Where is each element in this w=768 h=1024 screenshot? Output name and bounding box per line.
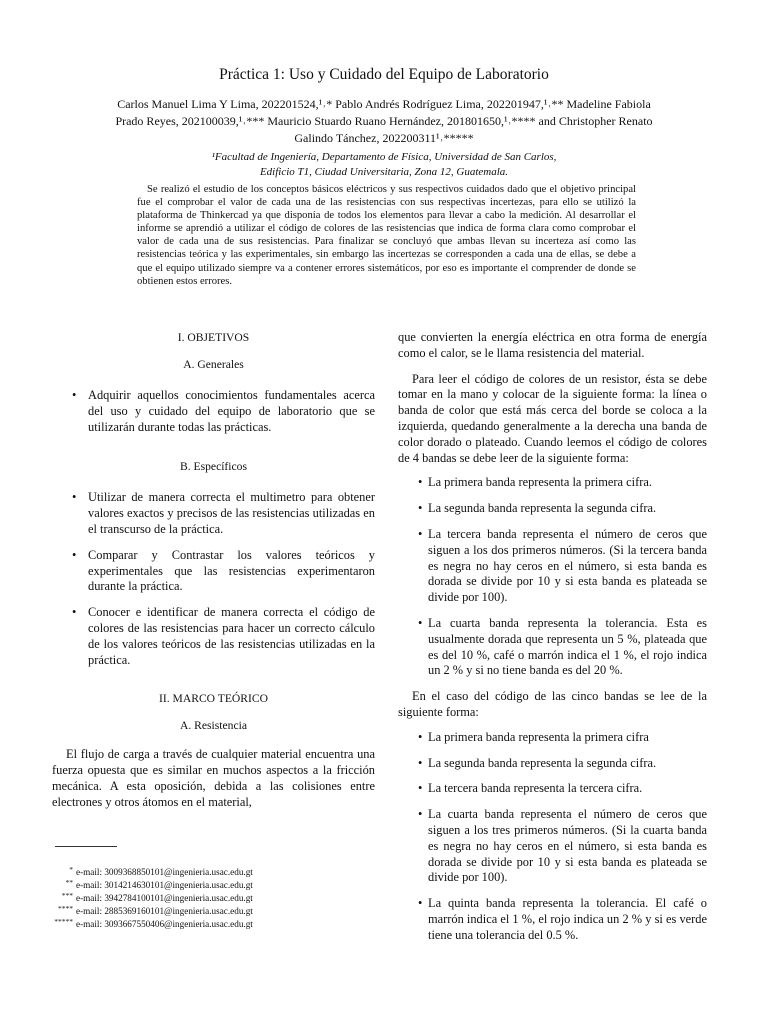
bullet-icon: •: [418, 896, 423, 911]
footnote: [40, 866, 340, 879]
section-heading-marco-teorico: II. MARCO TEÓRICO: [159, 692, 268, 706]
list-item: • Adquirir aquellos conocimientos fundamentales acerca del uso y cuidado del equipo de laboratorio que se utilizarán durante todas las prácticas.: [72, 388, 375, 434]
bullet-icon: •: [418, 755, 423, 770]
footnote-email: e-mail: 3942784100101@ingenieria.usac.edu.gt: [76, 893, 253, 904]
list-item: • La tercera banda representa el número de ceros que siguen a los dos primeros números. (Si la tercera banda es negra no hay ceros en el número, si esta banda es dorada se divide por 10 y si esta banda es plateada se divide por 100).: [418, 526, 707, 605]
abstract: Se realizó el estudio de los conceptos básicos eléctricos y sus respectivos cuidados dado que el objetivo principal fue el comprobar el valor de cada una de las resistencias con sus respectivas incertezas, para ello se utilizó la plataforma de Thinkercad ya que disponía de todos los elementos para llevar a cabo la medición. Al desarrollar el informe se aprendió a utilizar el código de colores de las resistencias que indica de forma clara como comprobar el valor de cada una de sus resistencias. Para finalizar se concluyó que ambas llevan su incerteza así como las resistencias teórica y las experimentales, sin embargo las incertezas se corresponden a cada una de ellas, se debe a que el equipo utilizado siempre va a contener errores sistemáticos, por eso es importante el comprender de donde se obtienen estos errores.: [137, 184, 636, 287]
bullet-icon: •: [72, 605, 77, 620]
right-column: [398, 330, 707, 944]
generales-list: [52, 388, 375, 435]
list-item: • La primera banda representa la primera cifra: [418, 729, 649, 744]
resistencia-paragraph: El flujo de carga a través de cualquier material encuentra una fuerza opuesta que es similar en muchos aspectos a la fricción mecánica. A esta oposición, debida a las colisiones entre electrones y otros átomos en el material,: [52, 747, 375, 809]
list-item: • La cuarta banda representa el número de ceros que siguen a los tres primeros números. (Si la cuarta banda es negra no hay ceros en el número, si esta banda es dorada se divide por 10 y si esta banda es plateada se divide por 100).: [418, 807, 707, 885]
bullet-icon: •: [418, 526, 423, 541]
color-code-paragraph: Para leer el código de colores de un resistor, ésta se debe tomar en la mano y colocar de la siguiente forma: la línea o banda de color que está más cerca del borde se coloca a la izquierda, quedando generalmente a la derecha una banda de color dorado o plateado. Cuando leemos el código de colores de 4 bandas se debe leer de la siguiente forma:: [398, 371, 707, 465]
list-item: • La quinta banda representa la tolerancia. El café o marrón indica el 1 %, el rojo indica un 2 % y si es verde tiene una tolerancia del 0.5 %.: [418, 896, 707, 942]
four-band-list: [398, 475, 707, 679]
bullet-icon: •: [418, 729, 423, 744]
footnote-mark: ***: [61, 891, 73, 901]
author-list: Carlos Manuel Lima Y Lima, 202201524,¹˒* Pablo Andrés Rodríguez Lima, 202201947,¹˒** Madeline Fabiola Prado Reyes, 202100039,¹˒*** Mauricio Stuardo Ruano Hernández, 201801650,¹˒**** and Christopher Renato Galindo Tánchez, 202200311¹˒*****: [115, 97, 653, 145]
subsection-heading-generales: A. Generales: [183, 358, 244, 371]
bullet-icon: •: [72, 547, 77, 562]
list-item: • La cuarta banda representa la tolerancia. Esta es usualmente dorada que representa un 5 %, plateada que es del 10 %, café o marrón indica el 1 %, el rojo indica un 2 % y si no tiene banda es del 20 %.: [418, 615, 707, 678]
bullet-icon: •: [418, 807, 423, 822]
five-band-intro: En el caso del código de las cinco bandas se lee de la siguiente forma:: [398, 689, 707, 719]
footnote-mark: ****: [58, 904, 73, 914]
footnote-email: e-mail: 2885369160101@ingenieria.usac.edu.gt: [76, 906, 253, 917]
five-band-list: [398, 730, 707, 944]
footnote: [40, 905, 340, 918]
footnote-email: e-mail: 3009368850101@ingenieria.usac.edu.gt: [76, 867, 253, 877]
footnote-rule: [55, 846, 117, 847]
subsection-heading-resistencia: A. Resistencia: [180, 719, 247, 733]
footnote: [40, 879, 340, 892]
section-heading-objetivos: I. OBJETIVOS: [177, 331, 250, 344]
resistencia-paragraph-continued: que convierten la energía eléctrica en otra forma de energía como el calor, se le llama resistencia del material.: [398, 330, 707, 360]
bullet-icon: •: [72, 388, 77, 402]
footnote-mark: *: [69, 865, 73, 874]
bullet-icon: •: [72, 490, 77, 505]
footnote-mark: *****: [54, 917, 73, 927]
bullet-icon: •: [418, 501, 423, 516]
subsection-heading-especificos: B. Específicos: [180, 460, 247, 474]
affiliation: [110, 150, 658, 180]
footnote-email: e-mail: 3014214630101@ingenieria.usac.edu.gt: [76, 880, 253, 891]
list-item: • La segunda banda representa la segunda cifra.: [418, 501, 657, 516]
list-item: • La primera banda representa la primera cifra.: [418, 475, 652, 490]
list-item: • Utilizar de manera correcta el multimetro para obtener valores exactos y precisos de las resistencias utilizadas en el transcurso de la práctica.: [72, 490, 375, 536]
affiliation-line-1: ¹Facultad de Ingeniería, Departamento de Física, Universidad de San Carlos,: [211, 151, 557, 163]
footnotes: [40, 866, 340, 931]
paper-title: Práctica 1: Uso y Cuidado del Equipo de Laboratorio: [219, 66, 549, 83]
footnote: [40, 892, 340, 905]
bullet-icon: •: [418, 475, 423, 490]
list-item: • Conocer e identificar de manera correcta el código de colores de las resistencias para hacer un correcto cálculo de los valores teóricos de las resistencias utilizadas en la práctica.: [72, 605, 375, 667]
left-column: [52, 330, 375, 811]
footnote-mark: **: [65, 878, 73, 888]
list-item: • La segunda banda representa la segunda cifra.: [418, 755, 657, 770]
bullet-icon: •: [418, 781, 423, 796]
especificos-list: [52, 490, 375, 668]
list-item: • Comparar y Contrastar los valores teóricos y experimentales que las resistencias experimentaron durante la práctica.: [72, 547, 375, 594]
bullet-icon: •: [418, 615, 423, 630]
footnote: [40, 918, 340, 931]
footnote-email: e-mail: 3093667550406@ingenieria.usac.edu.gt: [76, 919, 253, 930]
affiliation-line-2: Edificio T1, Ciudad Universitaria, Zona 12, Guatemala.: [259, 166, 509, 178]
list-item: • La tercera banda representa la tercera cifra.: [418, 781, 643, 796]
